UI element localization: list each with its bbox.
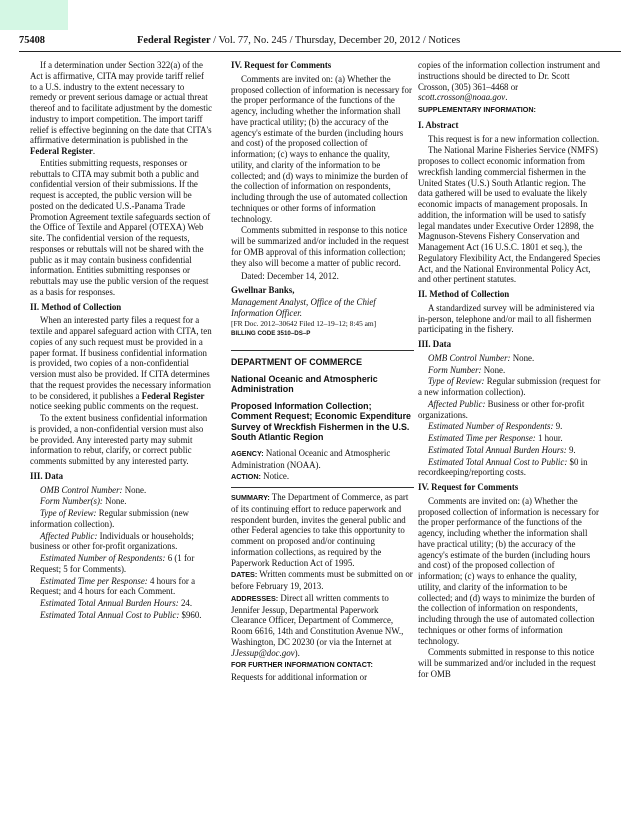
section-heading: IV. Request for Comments <box>418 482 519 492</box>
data-item: Type of Review: Regular submission (request for a new information collection). <box>418 376 601 397</box>
column-1 <box>30 60 213 622</box>
data-item: Form Number(s): None. <box>40 496 127 507</box>
further-info-label: FOR FURTHER INFORMATION CONTACT: <box>231 660 373 670</box>
data-item: Form Number: None. <box>428 364 506 375</box>
action-field: ACTION: Notice. <box>231 471 290 482</box>
data-item: Estimated Total Annual Burden Hours: 9. <box>428 444 576 455</box>
fr-doc-line: [FR Doc. 2012–30642 Filed 12–19–12; 8:45 am] <box>231 319 377 329</box>
paragraph: If a determination under Section 322(a) of the Act is affirmative, CITA may provide tariff relief to a U.S. industry to the extent necessary to remedy or prevent serious damage or actual threat thereof and to facilitate adjustment by the domestic industry to import competition. The import tariff relief is effective beginning on the date that CITA's affirmative determination is published in the Federal Register. <box>30 60 213 156</box>
document-title: Proposed Information Collection; Comment Request; Economic Expenditure Survey of Wreckfish Fishermen in the U.S. South Atlantic Region <box>231 400 411 443</box>
paragraph: copies of the information collection instrument and instructions should be directed to Dr. Scott Crosson, (305) 361–4468 or scott.crosson@noaa.gov. <box>418 60 600 103</box>
dates-field: DATES: Written comments must be submitted on or before February 19, 2013. <box>231 569 413 591</box>
highlight-stamp <box>0 0 68 30</box>
divider <box>231 487 414 488</box>
divider <box>231 350 414 351</box>
issue-info: / Vol. 77, No. 245 / Thursday, December 20, 2012 / Notices <box>210 35 461 46</box>
data-item: OMB Control Number: None. <box>428 352 535 363</box>
data-item: Affected Public: Individuals or households; business or other for-profit organizations. <box>30 530 194 552</box>
paragraph: To the extent business confidential information is provided, a non-confidential version must also be provided. Any interested party may submit information to rebut, clarify, or correct public comments submitted by any interested party. <box>30 413 208 466</box>
data-item: Type of Review: Regular submission (new information collection). <box>30 508 189 529</box>
data-item: Estimated Total Annual Cost to Public: $960. <box>40 609 202 620</box>
paragraph: Comments are invited on: (a) Whether the proposed collection of information is necessary for the proper performance of the functions of the agency, including whether the information shall have practical utility; (b) the accuracy of the agency's estimate of the burden (including hours and cost) of the proposed collection of information; (c) ways to enhance the quality, utility, and clarity of the information to be collected; and (d) ways to minimize the burden of the collection of information on respondents, including through the use of automated collection techniques or other forms of information technology. <box>231 73 412 224</box>
section-heading: II. Method of Collection <box>30 301 122 312</box>
data-item: Estimated Time per Response: 1 hour. <box>428 433 563 443</box>
paragraph: Comments are invited on: (a) Whether the proposed collection of information is necessary for the proper performance of the functions of the agency, including whether the information shall have practical utility; (b) the accuracy of the agency's estimate of the burden (including hours and cost) of the proposed collection of information; (c) ways to enhance the quality, utility, and clarity of the information to be collected; and (d) ways to minimize the burden of the collection of information on respondents, including through the use of automated collection techniques or other forms of information technology. <box>418 495 599 646</box>
page-header <box>19 34 621 47</box>
signer-title: Management Analyst, Office of the Chief Information Officer. <box>231 296 376 318</box>
department-heading: DEPARTMENT OF COMMERCE <box>231 357 362 367</box>
paragraph: Comments submitted in response to this notice will be summarized and/or included in the request for OMB <box>418 647 596 679</box>
email-link[interactable]: scott.crosson@noaa.gov <box>418 92 506 103</box>
data-item: Affected Public: Business or other for-profit organizations. <box>418 398 585 420</box>
data-item: Estimated Number of Respondents: 6 (1 for Request; 5 for Comments). <box>30 553 195 574</box>
section-heading: IV. Request for Comments <box>231 60 332 70</box>
paragraph: The National Marine Fisheries Service (NMFS) proposes to collect economic information from wreckfish landing commercial fishermen in the United States (U.S.) South Atlantic region. The data gathered will be used to evaluate the likely economic impacts of management proposals. In addition, the information will be used to satisfy legal mandates under Executive Order 12898, the Magnuson-Stevens Fishery Conservation and Management Act (16 U.S.C. 1801 et seq.), the Regulatory Flexibility Act, the Endangered Species Act, and the National Environmental Policy Act, and other pertinent statutes. <box>418 145 601 285</box>
header-rule <box>19 51 621 52</box>
section-heading: II. Method of Collection <box>418 289 510 299</box>
paragraph: Comments submitted in response to this notice will be summarized and/or included in the request for OMB approval of this information collection; they also will become a matter of public record. <box>231 225 409 268</box>
supplementary-label: SUPPLEMENTARY INFORMATION: <box>418 105 536 114</box>
agency-heading: National Oceanic and Atmospheric Administration <box>231 373 378 395</box>
publication-name: Federal Register <box>137 35 211 46</box>
data-item: Estimated Total Annual Cost to Public: $0 in recordkeeping/reporting costs. <box>418 456 588 478</box>
data-item: OMB Control Number: None. <box>40 484 147 495</box>
paragraph: This request is for a new information collection. <box>428 133 600 144</box>
column-2 <box>231 60 414 684</box>
data-item: Estimated Number of Respondents: 9. <box>428 421 563 432</box>
running-title <box>137 34 460 47</box>
dated-line: Dated: December 14, 2012. <box>241 271 339 282</box>
paragraph: Entities submitting requests, responses or rebuttals to CITA may submit both a public and confidential version of their submissions. If the request is accepted, the public version will be posted on the dedicated U.S.-Panama Trade Promotion Agreement textile safeguards section of the Office of Textile and Apparel (OTEXA) Web site. The confidential version of the requests, responses or rebuttals will not be shared with the public as it may contain business confidential information. Entities submitting responses or rebuttals may use the public version of the request as a basis for responses. <box>30 157 211 297</box>
data-item: Estimated Time per Response: 4 hours for a Request; and 4 hours for each Comment. <box>30 575 196 597</box>
section-heading: III. Data <box>418 339 452 349</box>
agency-field: AGENCY: National Oceanic and Atmospheric Administration (NOAA). <box>231 447 391 470</box>
section-heading: I. Abstract <box>418 119 459 130</box>
paragraph: When an interested party files a request for a textile and apparel safeguard action with CITA, ten copies of any such request must be provided in a paper format. If business confidential information is provided, two copies of a non-confidential version must also be provided. If CITA determines that the request provides the necessary information to be considered, it publishes a Federal Register notice seeking public comments on the request. <box>30 315 212 412</box>
page-number: 75408 <box>19 35 45 46</box>
addresses-field: ADDRESSES: Direct all written comments to Jennifer Jessup, Departmental Paperwork Clearance Officer, Department of Commerce, Room 6616, 14th and Constitution Avenue NW., Washington, DC 20230 (or via the Internet at JJessup@doc.gov). <box>231 592 404 658</box>
column-3 <box>418 60 601 681</box>
signer-name: Gwellnar Banks, <box>231 285 295 295</box>
data-item: Estimated Total Annual Burden Hours: 24. <box>40 598 193 608</box>
summary-field: SUMMARY: The Department of Commerce, as part of its continuing effort to reduce paperwork and respondent burden, invites the general public and other Federal agencies to take this opportunity to comment on proposed and/or continuing information collections, as required by the Paperwork Reduction Act of 1995. <box>231 492 409 568</box>
section-heading: III. Data <box>30 470 64 481</box>
paragraph: A standardized survey will be administered via in-person, telephone and/or mail to all fishermen participating in the fishery. <box>418 302 595 335</box>
billing-code: BILLING CODE 3510–DS–P <box>231 330 311 338</box>
further-info-text: Requests for additional information or <box>231 672 368 682</box>
email-link[interactable]: JJessup@doc.gov <box>231 647 295 658</box>
